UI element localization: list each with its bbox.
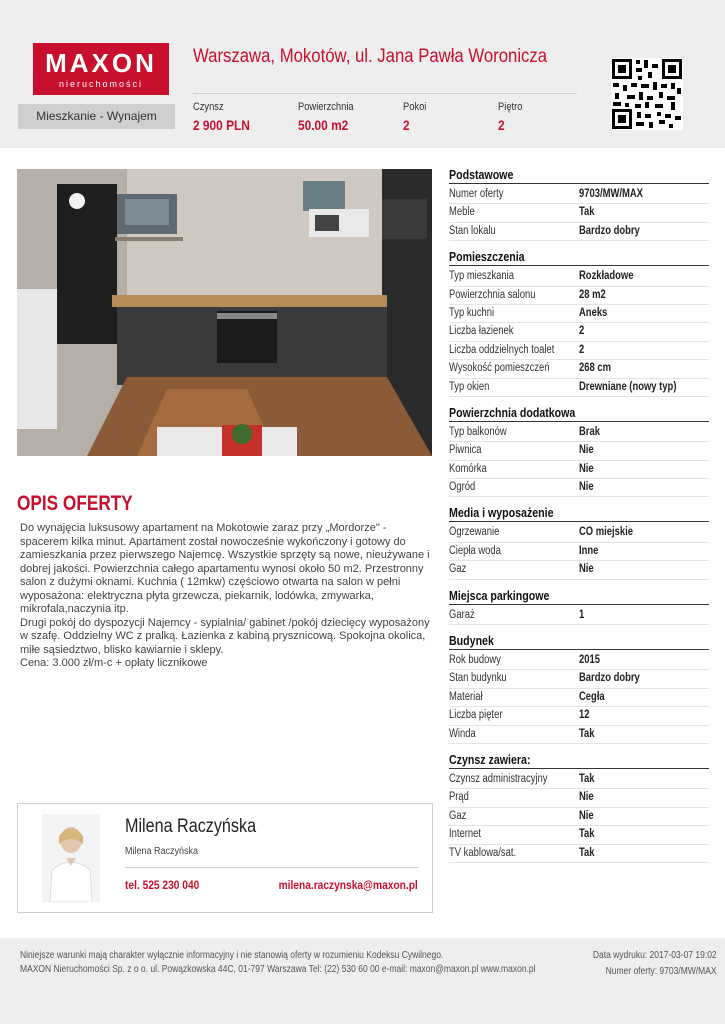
detail-value: Bardzo dobry [579,224,640,237]
section-heading-text: Podstawowe [449,168,514,182]
detail-key: Internet [449,828,481,841]
detail-value: 2 [579,325,585,338]
detail-key: Liczba łazienek [449,325,514,338]
footer-company: MAXON Nieruchomości Sp. z o o. ul. Powązkowska 44C, 01-797 Warszawa Tel: (22) 530 60 00 e-mail: maxon@maxon.pl www.maxon.pl [20,964,536,975]
detail-key: Komórka [449,462,487,475]
detail-value: 1 [579,608,585,621]
detail-row [449,186,709,204]
stat-label: Powierzchnia [298,101,354,113]
agent-avatar [42,814,100,902]
detail-key: Stan lokalu [449,224,496,237]
detail-key: Powierzchnia salonu [449,288,536,301]
footer-offer-number: Numer oferty: 9703/MW/MAX [605,966,717,977]
footer-disclaimer: Niniejsze warunki mają charakter wyłącznie informacyjny i nie stanowią oferty w rozumieniu Kodeksu Cywilnego. [20,950,444,961]
detail-value: Tak [579,828,595,841]
agent-subtitle: Milena Raczyńska [125,846,199,857]
detail-value: Nie [579,481,594,494]
detail-value: 9703/MW/MAX [579,188,643,200]
stat-value: 2 [403,117,410,133]
section-heading-text: Media i wyposażenie [449,506,554,521]
detail-key: Typ okien [449,380,490,393]
detail-value: Cegła [579,690,605,703]
listing-type-badge: Mieszkanie - Wynajem [18,104,175,129]
details-section [449,406,709,498]
detail-row [449,323,709,341]
detail-row [449,360,709,378]
section-heading [449,250,709,266]
detail-key: Liczba oddzielnych toalet [449,343,555,356]
detail-row [449,268,709,286]
detail-key: Materiał [449,690,483,703]
detail-value: 268 cm [579,362,611,375]
detail-key: TV kablowa/sat. [449,846,517,859]
section-heading-text: Miejsca parkingowe [449,588,550,603]
section-heading-text: Czynsz zawiera: [449,752,531,767]
detail-value: Nie [579,444,594,457]
detail-value: 2 [579,343,585,356]
details-section [449,753,709,863]
detail-value: Tak [579,727,595,740]
stat-pietro [498,101,527,133]
opis-title: OPIS OFERTY [17,492,133,515]
detail-key: Ogród [449,481,476,494]
detail-key: Winda [449,727,476,740]
detail-key: Meble [449,206,475,219]
agent-phone-link[interactable]: tel. 525 230 040 [125,878,200,892]
detail-row [449,689,709,707]
detail-row [449,670,709,688]
opis-text: Do wynajęcia luksusowy apartament na Mokotowie zaraz przy „Mordorze" - spacerem kilka minut. Apartament został nowocześnie wykończony i gotowy do zamieszkania przez pierwszego Najemcę. Wszystkie sprzęty są nowe, nieużywane i dobrej jakości. Powierzchnia całego apartamentu wynosi około 50 m2. Przestronny salon z dużymi oknami. Kuchnia ( 12mkw) częściowo otwarta na salon w pełni wyposażona: elektryczna płyta grzewcza, piekarnik, lodówka, zmywarka, mikrofala,naczynia itp. Drugi pokój do dyspozycji Najemcy - sypialnia/ gabinet /pokój dziecięcy wyposażony w szafę. Oddzielny WC z pralką. Łazienka z kabiną prysznicową. Spokojna okolica, miłe sąsiedztwo, blisko kawiarnie i sklepy. Cena: 3.000 zł/m-c + opłaty licznikowe [20,522,430,669]
property-details [449,168,709,872]
details-section [449,250,709,397]
stat-czynsz [193,101,260,133]
detail-row [449,305,709,323]
detail-key: Prąd [449,791,469,804]
stat-value: 2 900 PLN [193,117,250,133]
details-section [449,589,709,625]
detail-value: Nie [579,791,594,804]
detail-key: Gaz [449,809,467,822]
detail-value: Drewniane (nowy typ) [579,380,677,393]
section-heading [449,634,709,650]
detail-row [449,771,709,789]
details-section [449,168,709,241]
detail-value: Tak [579,206,595,219]
print-date: Data wydruku: 2017-03-07 19:02 [593,950,717,961]
agent-card [17,803,433,913]
detail-value: 28 m2 [579,288,606,301]
detail-key: Typ mieszkania [449,270,514,283]
detail-key: Typ balkonów [449,425,507,438]
detail-row [449,424,709,442]
divider [125,867,418,868]
detail-row [449,442,709,460]
stat-value: 50.00 m2 [298,117,349,133]
stat-pokoi [403,101,431,133]
logo-main-text: MAXON [45,48,157,78]
detail-key: Rok budowy [449,654,501,667]
section-heading [449,506,709,522]
detail-row [449,524,709,542]
section-heading [449,589,709,605]
apartment-photo[interactable] [17,169,432,456]
detail-row [449,561,709,579]
details-section [449,506,709,579]
detail-value: Inne [579,544,599,557]
detail-row [449,379,709,397]
detail-key: Stan budynku [449,672,507,685]
section-heading-text: Budynek [449,634,494,649]
detail-key: Piwnica [449,444,482,457]
stat-value: 2 [498,117,505,133]
detail-key: Numer oferty [449,188,504,200]
detail-key: Wysokość pomieszczeń [449,362,550,375]
section-heading [449,753,709,769]
stat-label: Piętro [498,101,523,113]
detail-key: Czynsz administracyjny [449,772,548,785]
detail-row [449,808,709,826]
detail-value: Bardzo dobry [579,672,640,685]
detail-row [449,223,709,241]
detail-value: Nie [579,462,594,475]
detail-row [449,845,709,863]
detail-key: Liczba pięter [449,709,503,722]
maxon-logo[interactable] [33,43,169,95]
agent-email-link[interactable]: milena.raczynska@maxon.pl [278,878,418,892]
header [0,0,725,148]
detail-key: Ogrzewanie [449,526,500,539]
detail-row [449,789,709,807]
divider [193,93,577,94]
detail-key: Typ kuchni [449,306,495,319]
detail-value: Rozkładowe [579,270,634,283]
detail-value: 2015 [579,654,600,667]
stat-powierzchnia [298,101,363,133]
section-heading [449,406,709,422]
detail-key: Ciepła woda [449,544,501,557]
detail-row [449,707,709,725]
section-heading-text: Pomieszczenia [449,250,525,265]
detail-row [449,479,709,497]
details-section [449,634,709,744]
stat-label: Czynsz [193,101,224,113]
logo-sub-text: nieruchomości [58,79,144,89]
detail-row [449,826,709,844]
detail-value: Nie [579,809,594,822]
detail-value: Tak [579,772,595,785]
detail-row [449,287,709,305]
detail-row [449,543,709,561]
detail-row [449,726,709,744]
detail-row [449,461,709,479]
qr-code-icon[interactable] [611,58,683,130]
detail-key: Gaz [449,563,467,576]
detail-value: Nie [579,563,594,576]
detail-key: Garaż [449,608,475,621]
agent-name: Milena Raczyńska [125,816,257,837]
section-heading [449,168,709,184]
footer [0,938,725,1024]
detail-row [449,607,709,625]
section-heading-text: Powierzchnia dodatkowa [449,405,576,420]
detail-value: CO miejskie [579,526,633,539]
detail-row [449,342,709,360]
detail-value: Aneks [579,306,608,319]
stat-label: Pokoi [403,101,427,113]
detail-row [449,652,709,670]
detail-value: Brak [579,425,600,438]
detail-row [449,204,709,222]
detail-value: 12 [579,709,590,722]
detail-value: Tak [579,846,595,859]
listing-title: Warszawa, Mokotów, ul. Jana Pawła Woronicza [193,46,548,67]
